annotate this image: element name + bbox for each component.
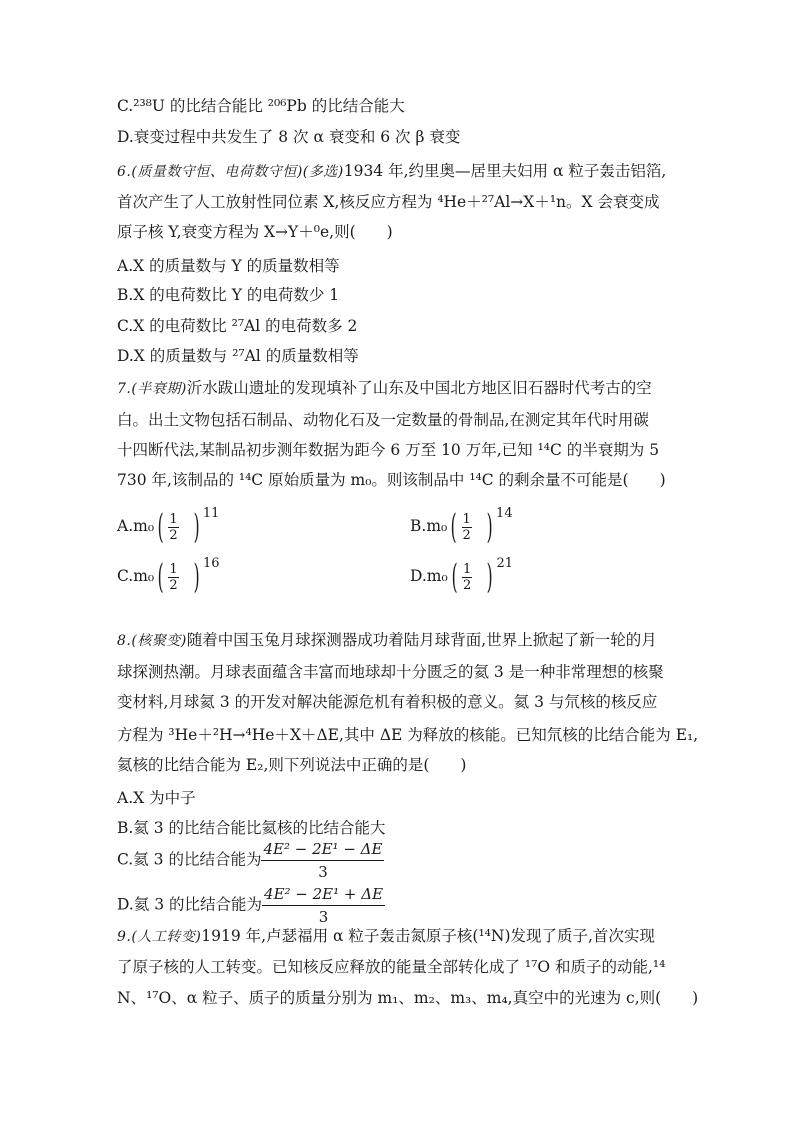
question-9-line-3: N、¹⁷O、α 粒子、质子的质量分别为 m₁、m₂、m₃、m₄,真空中的光速为 c,则( )	[117, 989, 699, 1007]
exponent: 21	[496, 556, 514, 571]
question-7-option-b	[410, 506, 513, 547]
left-paren: (	[450, 507, 457, 547]
question-6-line-1	[117, 161, 666, 182]
question-6-line-2: 首次产生了人工放射性同位素 X,核反应方程为 ⁴He＋²⁷Al→X＋¹n。X 会衰变成	[117, 193, 660, 211]
exponent: 14	[496, 506, 513, 521]
question-8-tag: 8.(核聚变)	[117, 633, 187, 649]
option-c-fraction	[261, 838, 384, 883]
question-7-option-c	[117, 556, 220, 597]
question-6-option-a: A.X 的质量数与 Y 的质量数相等	[117, 257, 340, 275]
exponent: 11	[202, 506, 220, 521]
right-paren: )	[193, 557, 200, 597]
denominator: 2	[462, 577, 472, 593]
numerator: 1	[169, 511, 178, 527]
question-9-tag: 9.(人工转变)	[117, 929, 202, 945]
question-8-line-2: 球探测热潮。月球表面蕴含丰富而地球却十分匮乏的氦 3 是一种非常理想的核聚	[117, 663, 664, 681]
right-paren: )	[486, 557, 493, 597]
fraction	[462, 512, 472, 543]
fraction	[462, 562, 472, 593]
option-c-prefix: C.氦 3 的比结合能为	[117, 850, 262, 869]
numerator: 1	[462, 511, 471, 527]
question-9-line-2: 了原子核的人工转变。已知核反应释放的能量全部转化成了 ¹⁷O 和质子的动能,¹⁴	[117, 958, 666, 976]
question-6-option-c: C.X 的电荷数比 ²⁷Al 的电荷数多 2	[117, 317, 358, 335]
question-9-line-1	[117, 926, 655, 947]
exponent: 16	[202, 556, 220, 571]
question-6-tag: 6.(质量数守恒、电荷数守恒)(多选)	[117, 164, 344, 180]
question-8-option-a: A.X 为中子	[117, 789, 196, 807]
fraction	[168, 512, 178, 543]
option-d-prefix: D.氦 3 的比结合能为	[117, 895, 263, 914]
option-d-denominator: 3	[318, 908, 329, 926]
question-8-line-5: 氦核的比结合能为 E₂,则下列说法中正确的是( )	[117, 756, 467, 774]
question-6-option-b: B.X 的电荷数比 Y 的电荷数少 1	[117, 286, 340, 304]
numerator: 1	[462, 561, 472, 577]
question-7-line-3: 十四断代法,某制品初步测年数据为距今 6 万至 10 万年,已知 ¹⁴C 的半衰期为 5	[117, 441, 660, 459]
denominator: 2	[169, 577, 178, 593]
option-c-previous: C.²³⁸U 的比结合能比 ²⁰⁶Pb 的比结合能大	[117, 97, 405, 115]
question-8-line-3: 变材料,月球氦 3 的开发对解决能源危机有着积极的意义。氦 3 与氘核的核反应	[117, 693, 658, 711]
right-paren: )	[193, 507, 200, 547]
question-8-text-1: 随着中国玉兔月球探测器成功着陆月球背面,世界上掀起了新一轮的月	[186, 631, 657, 649]
numerator: 1	[169, 561, 178, 577]
option-c-numerator: 4E² − 2E¹ − ΔE	[261, 838, 384, 861]
question-6-line-3: 原子核 Y,衰变方程为 X→Y＋⁰e,则( )	[117, 223, 393, 241]
question-6-text-1: 1934 年,约里奥—居里夫妇用 α 粒子轰击铝箔,	[343, 162, 667, 180]
option-label: B.m₀	[410, 517, 448, 535]
question-8-option-c	[117, 838, 384, 883]
question-7-option-d	[410, 556, 514, 597]
left-paren: (	[157, 557, 164, 597]
denominator: 2	[169, 527, 178, 543]
question-7-line-4: 730 年,该制品的 ¹⁴C 原始质量为 m₀。则该制品中 ¹⁴C 的剩余量不可能是( )	[117, 471, 666, 489]
denominator: 2	[462, 527, 471, 543]
question-8-line-1	[117, 630, 657, 651]
question-6-option-d: D.X 的质量数与 ²⁷Al 的质量数相等	[117, 347, 359, 365]
question-8-option-d	[117, 883, 385, 928]
question-8-option-b: B.氦 3 的比结合能比氦核的比结合能大	[117, 819, 386, 837]
option-d-fraction	[262, 883, 385, 928]
option-c-denominator: 3	[318, 863, 328, 881]
option-label: C.m₀	[117, 567, 155, 585]
left-paren: (	[451, 557, 458, 597]
option-d-numerator: 4E² − 2E¹ + ΔE	[262, 883, 385, 906]
question-8-line-4: 方程为 ³He＋²H→⁴He＋X＋ΔE,其中 ΔE 为释放的核能。已知氘核的比结合能为 E₁,	[117, 726, 699, 744]
option-d-previous: D.衰变过程中共发生了 8 次 α 衰变和 6 次 β 衰变	[117, 128, 461, 146]
question-9-text-1: 1919 年,卢瑟福用 α 粒子轰击氮原子核(¹⁴N)发现了质子,首次实现	[201, 927, 655, 945]
question-7-line-2: 白。出土文物包括石制品、动物化石及一定数量的骨制品,在测定其年代时用碳	[117, 411, 649, 429]
question-7-option-a	[117, 506, 220, 547]
option-label: D.m₀	[410, 567, 448, 585]
fraction	[168, 562, 178, 593]
left-paren: (	[157, 507, 164, 547]
question-7-tag: 7.(半衰期)	[117, 381, 187, 397]
question-7-line-1	[117, 378, 652, 399]
question-7-text-1: 沂水跋山遗址的发现填补了山东及中国北方地区旧石器时代考古的空	[186, 379, 652, 397]
right-paren: )	[486, 507, 493, 547]
option-label: A.m₀	[117, 517, 155, 535]
